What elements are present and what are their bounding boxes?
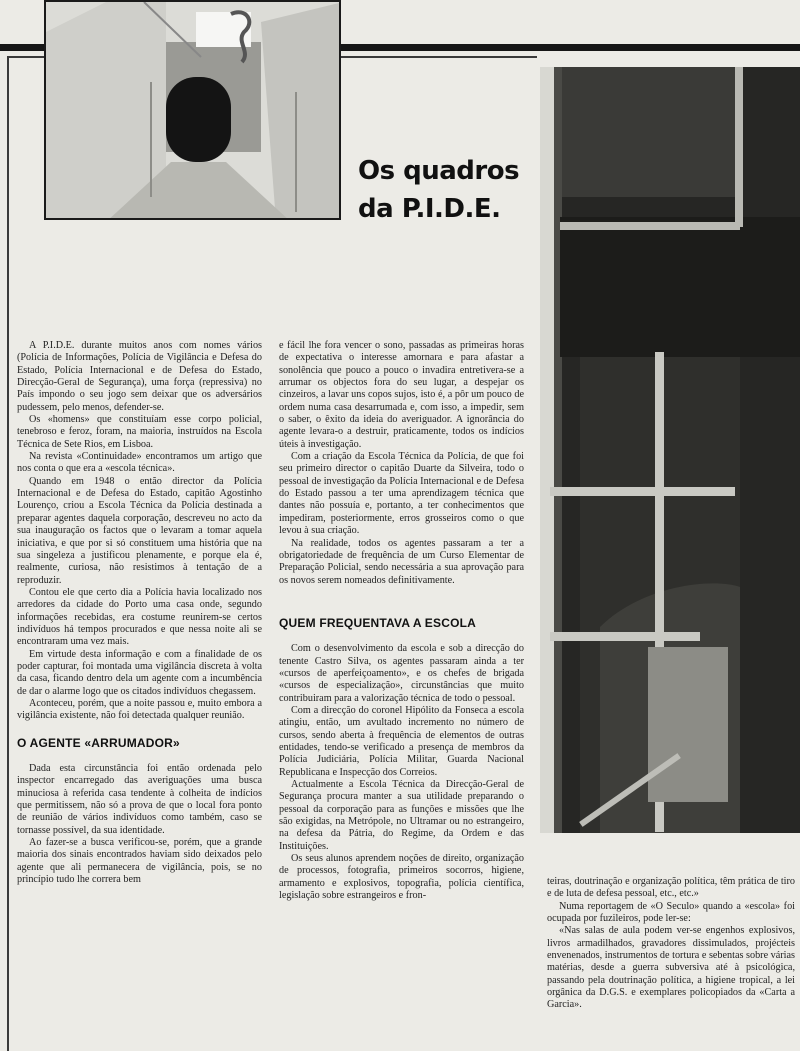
paragraph: Na revista «Continuidade» encontramos um artigo que nos conta o que era a «escola técnica». [17,451,262,475]
corridor-tunnel-image [46,2,341,220]
paragraph: Contou ele que certo dia a Polícia havia localizado nos arredores da cidade do Porto uma casa onde, segundo informações recebidas, era costume reunirem-se certos indivíduos há tempos procurados e que nessa noite ali se encontraram uma vez mais. [17,586,262,648]
paragraph: Dada esta circunstância foi então ordenada pelo inspector encarregado das averiguações uma busca minuciosa à referida casa tendente à colheita de indícios que permitissem, não só a prova de que o local fora ponto de reunião de vários indivíduos como também, caso se tornasse possível, da sua identidade. [17,763,262,836]
paragraph: e fácil lhe fora vencer o sono, passadas as primeiras horas de expectativa o interesse amornara e para afastar a sonolência que pouco a pouco o invadira entretivera-se a arrumar os objectos fora do seu lugar, a despejar os cinzeiros, a lavar uns copos sujos, isto é, a pôr um pouco de ordem numa casa desarrumada e, com isso, a impedir, sem o saber, o êxito da ideia do averiguador. A ignorância do agente levara-o a destruir, praticamente, todos os indícios úteis à investigação. [279,340,524,450]
window-photo [540,67,800,833]
title-line-1: Os quadros [358,156,520,186]
title-line-2: da P.I.D.E. [358,194,501,224]
barred-window-image [540,67,800,833]
paragraph: Os «homens» que constituíam esse corpo policial, tenebroso e feroz, foram, na maioria, instruídos na Escola Técnica de Sete Rios, em Lisboa. [17,414,262,450]
frame-left-line [7,56,9,1051]
paragraph: Numa reportagem de «O Seculo» quando a «escola» foi ocupada por fuzileiros, pode ler-se: [547,900,795,925]
paragraph: «Nas salas de aula podem ver-se engenhos explosivos, livros armadilhados, gravadores dissimulados, projécteis envenenados, instrumentos de tortura e sebentas sobre várias matérias, desde a guerra subversiva até à psicológica, passando pela doutrinação política, a higiene tropical, a lei orgânica da D.G.S. e exemplares policopiados da «Carta a Garcia». [547,925,795,1011]
section-heading-quem-frequentava: QUEM FREQUENTAVA A ESCOLA [279,615,476,630]
paragraph: Os seus alunos aprendem noções de direito, organização de processos, fotografia, primeiros socorros, higiene, armamento e explosivos, topografia, polícia científica, legislação sobre estrangeiros e fron- [279,853,524,902]
paragraph: Na realidade, todos os agentes passaram a ter a obrigatoriedade de frequência de um Curso Elementar de Preparação Policial, sendo necessária a sua aprovação para os novos serem nomeados definitivamente. [279,537,524,586]
paragraph: teiras, doutrinação e organização política, têm prática de tiro e de luta de defesa pessoal, etc., etc.» [547,876,795,900]
corridor-photo [44,0,341,220]
paragraph: A P.I.D.E. durante muitos anos com nomes vários (Polícia de Informações, Polícia de Vigilância e Defesa do Estado, Polícia Internacional e de Defesa do Estado, Direcção-Geral de Segurança), uma força (repressiva) no País impondo o seu jogo sem deixar que os adversários pudessem, pelo menos, defender-se. [17,340,262,413]
paragraph: Com a direcção do coronel Hipólito da Fonseca a escola atingiu, então, um avultado incremento no número de cursos, sendo aberta à frequência de elementos de outras entidades, tendo-se verificado a presença de membros da Polícia Judiciária, Polícia Militar, Guarda Nacional Republicana e Inspecção dos Correios. [279,704,524,778]
article-column-3 [547,876,795,1012]
article-column-2 [279,340,524,902]
section-heading-agente-arrumador: O AGENTE «ARRUMADOR» [17,735,180,750]
paragraph: Quando em 1948 o então director da Polícia Internacional e de Defesa do Estado, capitão Agostinho Lourenço, criou a Escola Técnica da Polícia destinada a preparar agentes daquela corporação, descreveu no acto da sua inauguração os factos que o levaram a tomar aquela iniciativa, e que por si só constituem uma história que na sua singeleza a justificou plenamente, e porque ela é, realmente, curiosa, não resistimos à tentação de a reproduzir. [17,475,262,586]
paragraph: Ao fazer-se a busca verificou-se, porém, que a grande maioria dos sinais encontrados haviam sido deixados pelo agente que ali permanecera de vigilância, pois, se no princípio tudo lhe correra bem [17,837,262,886]
article-column-1 [17,340,262,886]
paragraph: Aconteceu, porém, que a noite passou e, muito embora a vigilância existente, não foi detectada qualquer reunião. [17,697,262,722]
paragraph: Com a criação da Escola Técnica da Polícia, de que foi seu primeiro director o capitão Duarte da Silveira, todo o pessoal de investigação da Polícia Internacional e de Defesa do Estado passou a ter uma aprendizagem técnica que dantes não possuía e, portanto, a ter conhecimentos que impediram, posteriormente, erros grosseiros como o que levou à sua criação. [279,451,524,537]
paragraph: Em virtude desta informação e com a finalidade de os poder capturar, foi montada uma vigilância discreta à volta da casa, ficando dentro dela um agente com a incumbência de dar o alarme logo que os citados indivíduos chegassem. [17,648,262,697]
article-title [358,152,519,228]
paragraph: Actualmente a Escola Técnica da Direcção-Geral de Segurança procura manter a sua utilidade preparando o pessoal da corporação para as funções e missões que lhe são exigidas, na Metrópole, no Ultramar ou no estrangeiro, na defesa da Pátria, do Regime, da Ordem e das Instituições. [279,779,524,852]
paragraph: Com o desenvolvimento da escola e sob a direcção do tenente Castro Silva, os agentes passaram ainda a ter «cursos de aperfeiçoamento», e os chefes de brigada «cursos de especialização», circunstâncias que muito contribuiram para a valorização técnica de todo o pessoal. [279,643,524,704]
